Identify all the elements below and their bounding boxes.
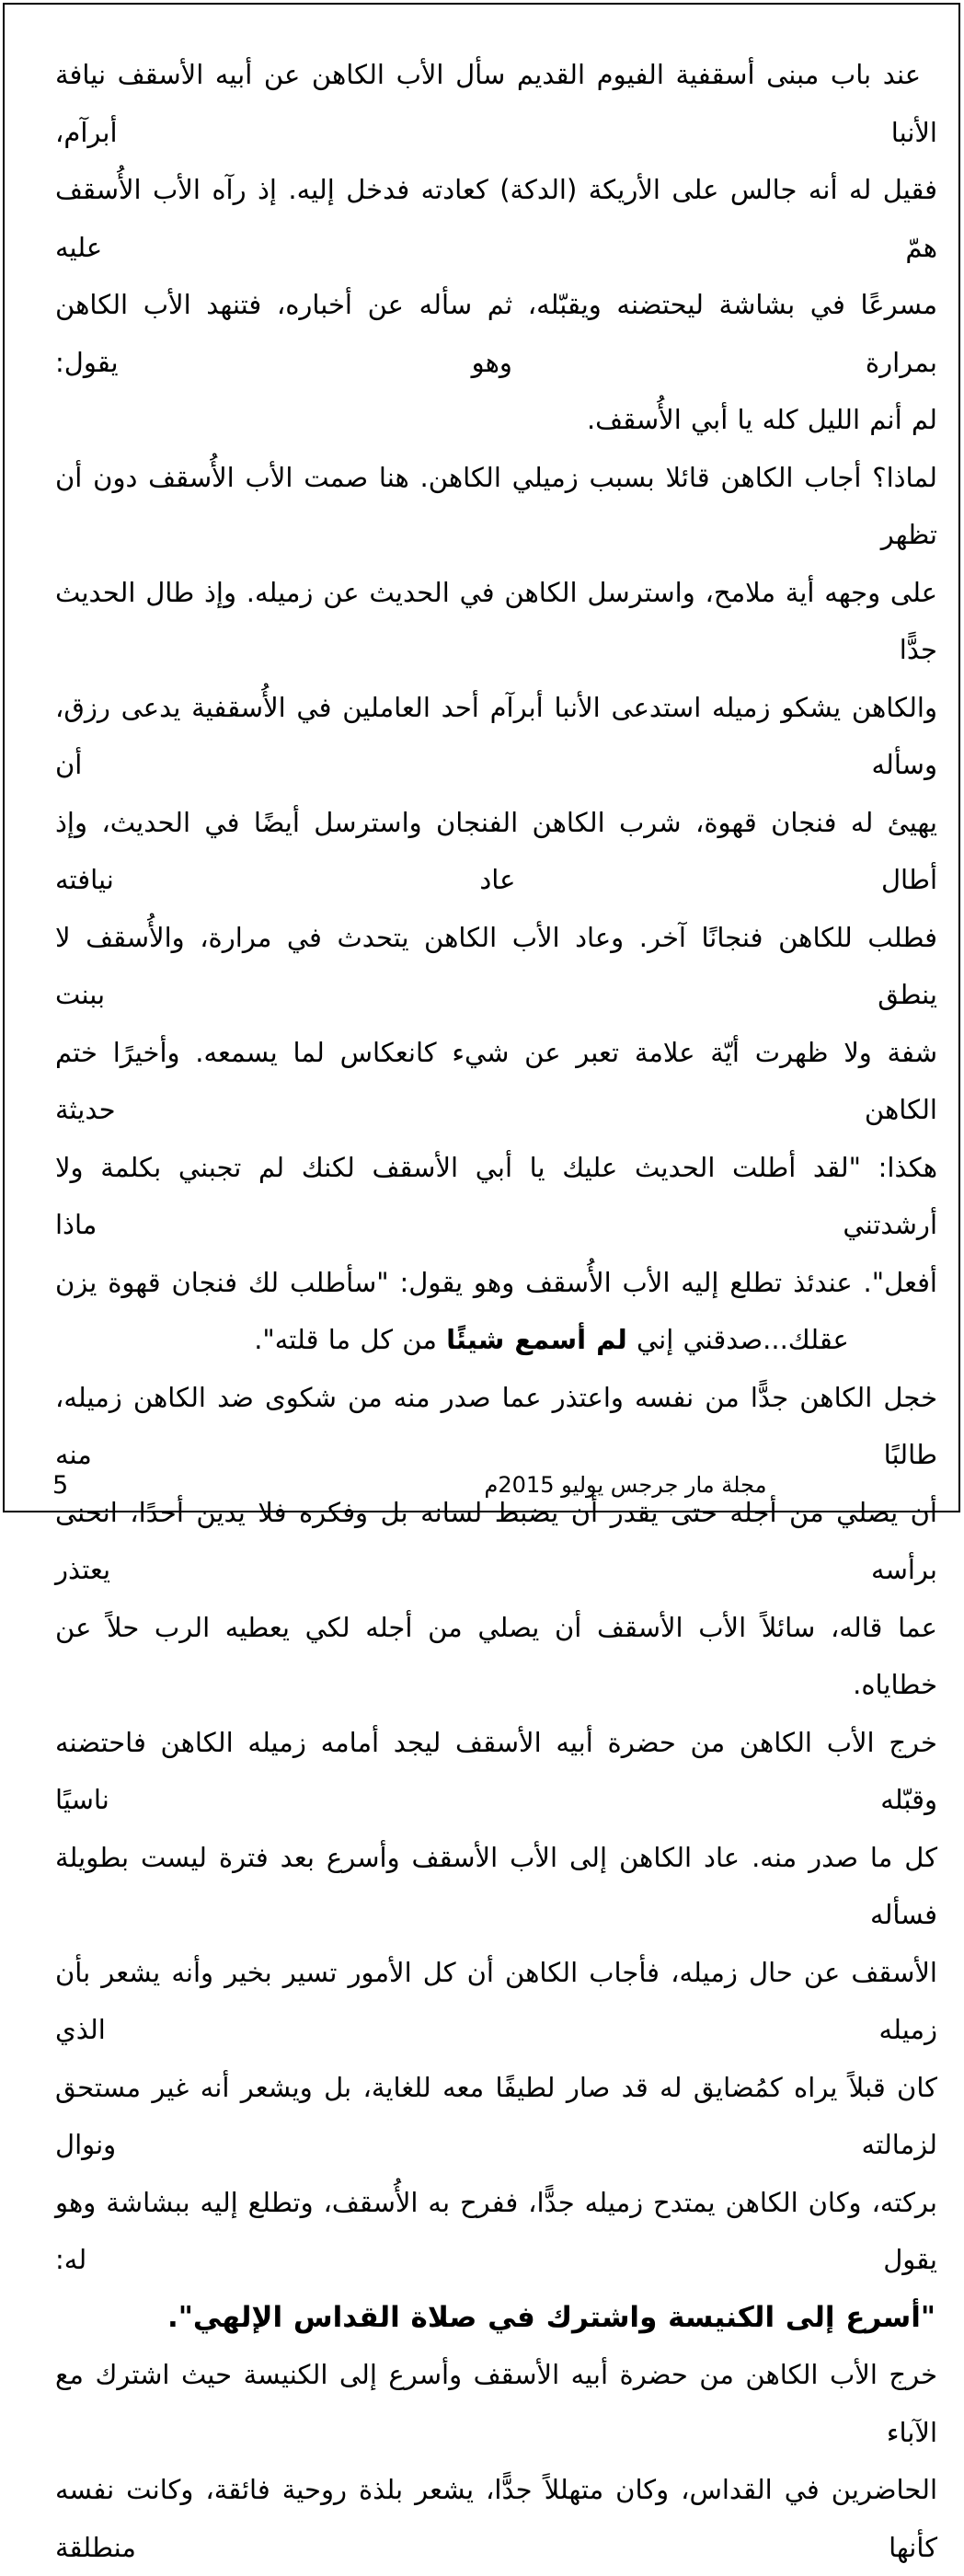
text-line: أفعل". عندئذ تطلع إليه الأب الأُسقف وهو يقول: "سأطلب لك فنجان قهوة يزن bbox=[55, 1266, 937, 1298]
article-text bbox=[55, 46, 937, 2576]
footer-page-number: 5 bbox=[52, 1471, 69, 1500]
text-line: شفة ولا ظهرت أيّة علامة تعبر عن شيء كانعكاس لما يسمعه. وأخيرًا ختم الكاهن حديثة bbox=[55, 1036, 937, 1125]
quote-text-regular: عقلك...صدقني إني bbox=[626, 1324, 849, 1355]
text-line-emphasis bbox=[55, 1311, 937, 1369]
text-line: الحاضرين في القداس، وكان متهللاً جدًّا، يشعر بلذة روحية فائقة، وكانت نفسه كأنها منطلقة bbox=[55, 2474, 937, 2563]
footer-journal-title: مجلة مار جرجس يوليو 2015م bbox=[484, 1472, 767, 1498]
text-line: خرج الأب الكاهن من حضرة أبيه الأسقف ليجد أمامه زميله الكاهن فاحتضنه وقبّله ناسيًا bbox=[55, 1726, 937, 1815]
quote-text-bold: لم أسمع شيئًا bbox=[446, 1324, 627, 1355]
text-line: أن يصلي من أجله حتى يقدر أن يضبط لسانه بل وفكره فلا يدين أحدًا، انحنى برأسه يعتذر bbox=[55, 1496, 937, 1585]
text-line: كان قبلاً يراه كمُضايق له قد صار لطيفًا معه للغاية، بل ويشعر أنه غير مستحق لزمالته ونوال bbox=[55, 2071, 937, 2160]
text-line: يهيئ له فنجان قهوة، شرب الكاهن الفنجان واسترسل أيضًا في الحديث، وإذ أطال عاد نيافته bbox=[55, 806, 937, 895]
text-line: خجل الكاهن جدًّا من نفسه واعتذر عما صدر منه من شكوى ضد الكاهن زميله، طالبًا منه bbox=[55, 1381, 937, 1470]
text-line: لم أنم الليل كله يا أبي الأُسقف. bbox=[586, 404, 937, 435]
text-line: فطلب للكاهن فنجانًا آخر. وعاد الأب الكاهن يتحدث في مرارة، والأُسقف لا ينطق ببنت bbox=[55, 921, 937, 1010]
text-line: على وجهه أية ملامح، واسترسل الكاهن في الحديث عن زميله. وإذ طال الحديث جدًّا bbox=[55, 576, 937, 665]
text-line: والكاهن يشكو زميله استدعى الأنبا أبرآم أحد العاملين في الأُسقفية يدعى رزق، وسأله أن bbox=[55, 691, 937, 780]
text-line: مسرعًا في بشاشة ليحتضنه ويقبّله، ثم سأله عن أخباره، فتنهد الأب الكاهن بمرارة وهو يقول: bbox=[55, 289, 937, 378]
text-line: هكذا: "لقد أطلت الحديث عليك يا أبي الأسقف لكنك لم تجبني بكلمة ولا أرشدتني ماذا bbox=[55, 1151, 937, 1240]
text-line: بركته، وكان الكاهن يمتدح زميله جدًّا، ففرح به الأُسقف، وتطلع إليه ببشاشة وهو يقول له: bbox=[55, 2186, 937, 2275]
text-line: عند باب مبنى أسقفية الفيوم القديم سأل الأب الكاهن عن أبيه الأسقف نيافة الأنبا أبرآم، bbox=[55, 59, 937, 148]
text-line-bold-quote: "أسرع إلى الكنيسة واشترك في صلاة القداس الإلهي". bbox=[166, 2300, 936, 2334]
text-line: فقيل له أنه جالس على الأريكة (الدكة) كعادته فدخل إليه. إذ رآه الأب الأُسقف همّ عليه bbox=[55, 174, 937, 263]
text-line: الأسقف عن حال زميله، فأجاب الكاهن أن كل الأمور تسير بخير وأنه يشعر بأن زميله الذي bbox=[55, 1956, 937, 2045]
text-line: لماذا؟ أجاب الكاهن قائلا بسبب زميلي الكاهن. هنا صمت الأب الأُسقف دون أن تظهر bbox=[55, 461, 937, 550]
text-line: كل ما صدر منه. عاد الكاهن إلى الأب الأسقف وأسرع بعد فترة ليست بطويلة فسأله bbox=[55, 1841, 937, 1930]
text-line: عما قاله، سائلاً الأب الأسقف أن يصلي من أجله لكي يعطيه الرب حلاً عن خطاياه. bbox=[55, 1611, 937, 1700]
quote-text-regular: من كل ما قلته". bbox=[254, 1324, 447, 1355]
text-line: خرج الأب الكاهن من حضرة أبيه الأسقف وأسرع إلى الكنيسة حيث اشترك مع الآباء bbox=[55, 2359, 937, 2448]
